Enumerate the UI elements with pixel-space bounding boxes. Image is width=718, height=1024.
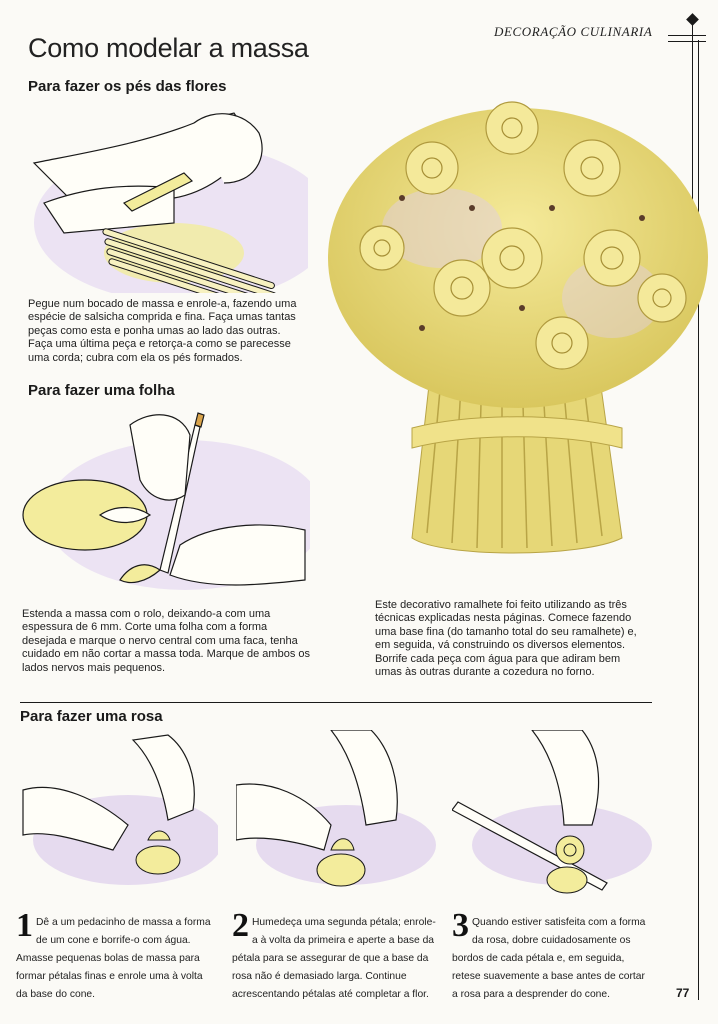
heading-rose: Para fazer uma rosa [20,708,163,725]
rose-step-1-illustration [18,730,218,900]
step-number: 2 [232,907,249,944]
header-rule [668,35,706,36]
section-divider [20,702,652,703]
bouquet-photo [322,88,714,588]
header-rule-2 [668,41,706,42]
rose-step-3 [452,907,652,1002]
leaf-text: Estenda a massa com o rolo, deixando-a com uma espessura de 6 mm. Corte uma folha com a forma desejada e marque o nervo central com uma faca, tenha cuidado em não cortar a massa toda. Marque de ambos os lados nervos mais pequenos. [22,608,310,674]
heading-stems: Para fazer os pés das flores [28,78,227,95]
heading-leaf: Para fazer uma folha [28,382,175,399]
stems-text: Pegue num bocado de massa e enrole-a, fazendo uma espécie de salsicha comprida e fina. Faça umas tantas peças como esta e ponha umas ao lado das outras. Faça uma última peça e retorça-a como se parecesse uma corda; cubra com ela os pés formados. [28,298,297,364]
step-text: Quando estiver satisfeita com a forma da rosa, dobre cuidadosamente os bordos de cada pétala e, em seguida, retese suavemente a base antes de cortar a rosa para a desprender do cone. [452,917,646,1000]
page-number: 77 [676,986,690,1000]
step-number: 1 [16,907,33,944]
bouquet-text: Este decorativo ramalhete foi feito utilizando as três técnicas explicadas nesta páginas. Comece fazendo uma base fina (do tamanho total do seu ramalhete) e, em seguida, vá construindo os diversos elementos. Borrife cada peça com água para que adiram bem umas às outras durante a cozedura no forno. [375,599,637,679]
section-label: DECORAÇÃO CULINARIA [494,24,653,39]
rose-step-3-illustration [452,730,652,900]
page-title: Como modelar a massa [28,33,309,63]
rose-step-2 [232,907,436,1002]
rose-step-2-illustration [236,730,436,900]
leaf-illustration [20,405,310,600]
rose-step-1 [16,907,212,1002]
step-text: Humedeça uma segunda pétala; enrole-a à volta da primeira e aperte a base da pétala para se assegurar de que a base da rosa não é demasiado larga. Continue acrescentando pétalas até completar a flor. [232,917,436,1000]
step-number: 3 [452,907,469,944]
step-text: Dê a um pedacinho de massa a forma de um cone e borrife-o com água. Amasse pequenas bolas de massa para formar pétalas finas e enrole uma à volta da base do cone. [16,917,211,1000]
stems-illustration [24,103,308,293]
